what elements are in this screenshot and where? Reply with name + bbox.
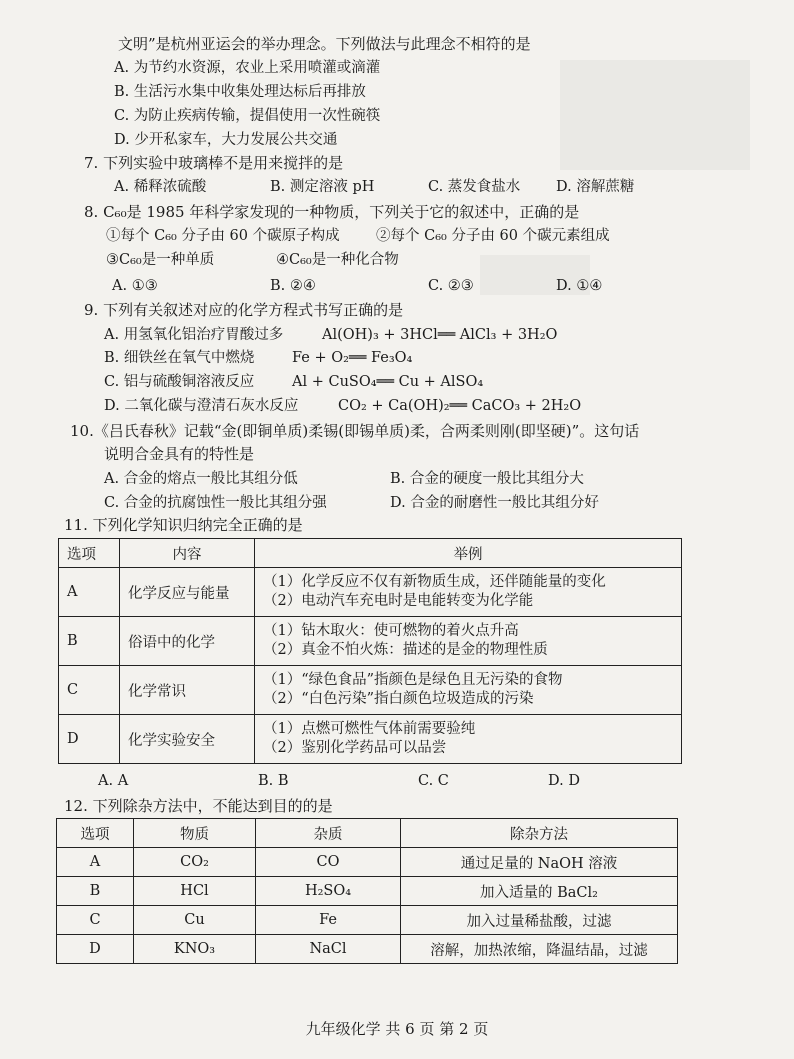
- q11-option-b: B. B: [258, 773, 289, 789]
- table-header-cell: 选项: [57, 819, 134, 848]
- q8-statement-1: ①每个 C₆₀ 分子由 60 个碳原子构成: [106, 228, 340, 244]
- table-cell-examples: [255, 568, 682, 617]
- q9-option-b-equation: Fe + O₂══ Fe₃O₄: [292, 350, 413, 366]
- table-cell: Fe: [256, 906, 401, 935]
- q9-option-c-equation: Al + CuSO₄══ Cu + AlSO₄: [292, 374, 484, 390]
- table-cell-option: D: [59, 715, 120, 764]
- q8-stem: 8. C₆₀是 1985 年科学家发现的一种物质，下列关于它的叙述中，正确的是: [84, 203, 580, 221]
- table-header-cell: 选项: [59, 539, 120, 568]
- q9-stem: 9. 下列有关叙述对应的化学方程式书写正确的是: [84, 301, 404, 319]
- table-cell: 通过足量的 NaOH 溶液: [401, 848, 678, 877]
- example-1: （1）化学反应不仅有新物质生成，还伴随能量的变化: [263, 574, 606, 590]
- table-cell: KNO₃: [134, 935, 256, 964]
- example-2: （2）电动汽车充电时是电能转变为化学能: [263, 593, 534, 609]
- table-cell: 加入过量稀盐酸，过滤: [401, 906, 678, 935]
- table-cell: 加入适量的 BaCl₂: [401, 877, 678, 906]
- table-cell: H₂SO₄: [256, 877, 401, 906]
- q8-option-c: C. ②③: [428, 278, 474, 294]
- table-cell: Cu: [134, 906, 256, 935]
- q8-option-a: A. ①③: [112, 278, 158, 294]
- q10-option-a: A. 合金的熔点一般比其组分低: [104, 471, 298, 487]
- table-cell: NaCl: [256, 935, 401, 964]
- q7-stem: 7. 下列实验中玻璃棒不是用来搅拌的是: [84, 154, 344, 172]
- table-cell-topic: 化学实验安全: [120, 715, 255, 764]
- q8-statement-2: ②每个 C₆₀ 分子由 60 个碳元素组成: [376, 228, 610, 244]
- table-cell: CO₂: [134, 848, 256, 877]
- q7-option-d: D. 溶解蔗糖: [556, 179, 635, 195]
- q10-option-b: B. 合金的硬度一般比其组分大: [390, 471, 584, 487]
- table-header-cell: 杂质: [256, 819, 401, 848]
- q11-table: [58, 538, 682, 764]
- q6-stem: 文明”是杭州亚运会的举办理念。下列做法与此理念不相符的是: [118, 35, 531, 53]
- table-header-row: [57, 819, 678, 848]
- q10-option-c: C. 合金的抗腐蚀性一般比其组分强: [104, 495, 327, 511]
- table-cell: B: [57, 877, 134, 906]
- q9-option-a-label: A. 用氢氧化铝治疗胃酸过多: [104, 327, 284, 343]
- table-cell: C: [57, 906, 134, 935]
- table-cell: A: [57, 848, 134, 877]
- q12-stem: 12. 下列除杂方法中，不能达到目的的是: [64, 797, 333, 815]
- table-cell-topic: 俗语中的化学: [120, 617, 255, 666]
- q8-option-d: D. ①④: [556, 278, 603, 294]
- table-cell-option: B: [59, 617, 120, 666]
- table-row: [57, 877, 678, 906]
- table-cell: 溶解，加热浓缩，降温结晶，过滤: [401, 935, 678, 964]
- q10-stem-line2: 说明合金具有的特性是: [104, 445, 255, 463]
- q10-stem-line1: 10.《吕氏春秋》记载“金(即铜单质)柔锡(即锡单质)柔，合两柔则刚(即坚硬)”。这句话: [70, 422, 640, 440]
- example-1: （1）点燃可燃性气体前需要验纯: [263, 721, 476, 737]
- table-row: [59, 568, 682, 617]
- q6-option-a: A. 为节约水资源，农业上采用喷灌或滴灌: [114, 60, 381, 76]
- q9-option-d-equation: CO₂ + Ca(OH)₂══ CaCO₃ + 2H₂O: [338, 398, 582, 414]
- q6-option-d: D. 少开私家车，大力发展公共交通: [114, 132, 338, 148]
- example-2: （2）“白色污染”指白颜色垃圾造成的污染: [263, 691, 534, 707]
- q12-table: [56, 818, 678, 964]
- q8-option-b: B. ②④: [270, 278, 316, 294]
- q9-option-b-label: B. 细铁丝在氧气中燃烧: [104, 350, 255, 366]
- table-row: [57, 906, 678, 935]
- q8-statement-4: ④C₆₀是一种化合物: [276, 252, 399, 268]
- table-cell-topic: 化学常识: [120, 666, 255, 715]
- q7-option-c: C. 蒸发食盐水: [428, 179, 521, 195]
- q10-option-d: D. 合金的耐磨性一般比其组分好: [390, 495, 599, 511]
- table-row: [57, 935, 678, 964]
- table-cell-examples: [255, 666, 682, 715]
- table-cell: CO: [256, 848, 401, 877]
- table-header-row: [59, 539, 682, 568]
- q9-option-a-equation: Al(OH)₃ + 3HCl══ AlCl₃ + 3H₂O: [322, 327, 558, 343]
- q8-statement-3: ③C₆₀是一种单质: [106, 252, 215, 268]
- q11-option-a: A. A: [98, 773, 129, 789]
- q11-stem: 11. 下列化学知识归纳完全正确的是: [64, 516, 303, 534]
- example-1: （1）钻木取火：使可燃物的着火点升高: [263, 623, 519, 639]
- page-footer: 九年级化学 共 6 页 第 2 页: [305, 1020, 489, 1038]
- q7-option-b: B. 测定溶液 pH: [270, 179, 375, 195]
- table-cell: HCl: [134, 877, 256, 906]
- table-cell-option: A: [59, 568, 120, 617]
- table-header-cell: 举例: [255, 539, 682, 568]
- q6-option-b: B. 生活污水集中收集处理达标后再排放: [114, 84, 366, 100]
- table-row: [59, 715, 682, 764]
- table-cell: D: [57, 935, 134, 964]
- table-cell-option: C: [59, 666, 120, 715]
- table-cell-examples: [255, 617, 682, 666]
- table-cell-examples: [255, 715, 682, 764]
- bleed-through-shadow: [560, 60, 750, 170]
- example-2: （2）鉴别化学药品可以品尝: [263, 740, 447, 756]
- example-2: （2）真金不怕火炼：描述的是金的物理性质: [263, 642, 548, 658]
- q6-option-c: C. 为防止疾病传输，提倡使用一次性碗筷: [114, 108, 381, 124]
- q7-option-a: A. 稀释浓硫酸: [114, 179, 207, 195]
- table-header-cell: 除杂方法: [401, 819, 678, 848]
- table-cell-topic: 化学反应与能量: [120, 568, 255, 617]
- q9-option-c-label: C. 铝与硫酸铜溶液反应: [104, 374, 255, 390]
- table-row: [57, 848, 678, 877]
- table-header-cell: 内容: [120, 539, 255, 568]
- table-header-cell: 物质: [134, 819, 256, 848]
- example-1: （1）“绿色食品”指颜色是绿色且无污染的食物: [263, 672, 563, 688]
- table-row: [59, 666, 682, 715]
- q11-option-c: C. C: [418, 773, 449, 789]
- q11-option-d: D. D: [548, 773, 580, 789]
- table-row: [59, 617, 682, 666]
- q9-option-d-label: D. 二氧化碳与澄清石灰水反应: [104, 398, 299, 414]
